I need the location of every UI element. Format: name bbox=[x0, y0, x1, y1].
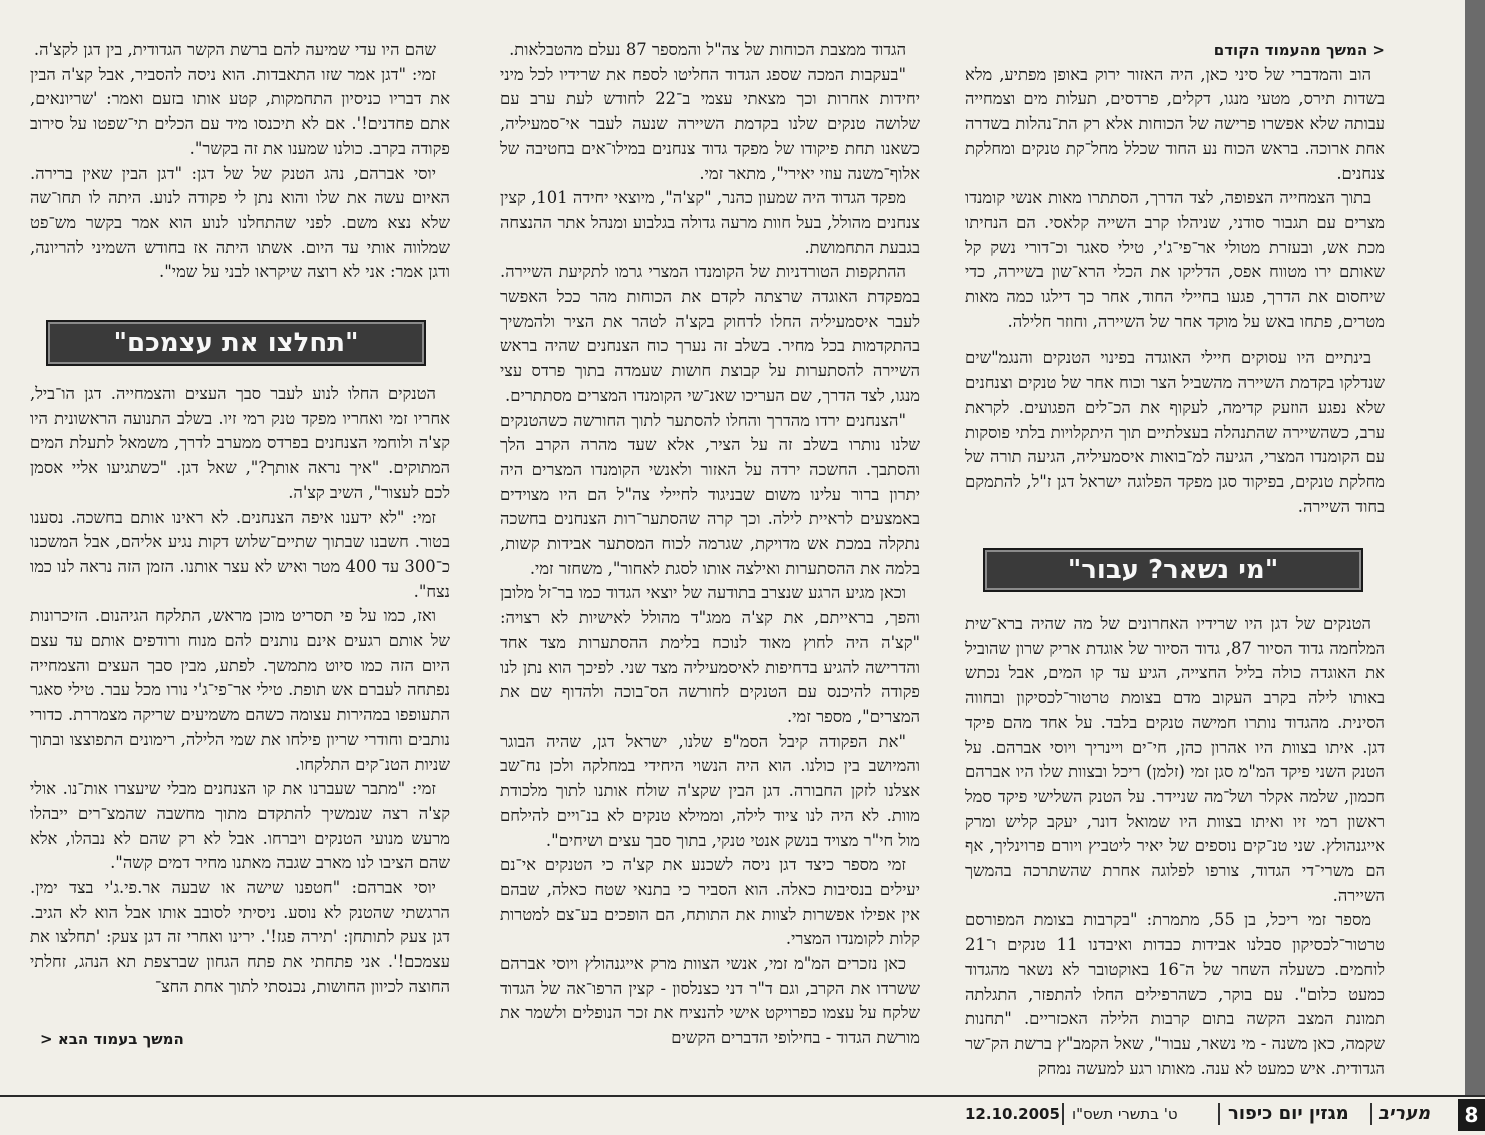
column-right-lower bbox=[965, 612, 1385, 1081]
paragraph: הוב והמדברי של סיני כאן, היה האזור ירוק באופן מפתיע, מלא בשדות תירס, מטעי מנגו, דקלים, פרדסים, תעלות מים וצמחייה עבותה שלא אפשרו פרישה של הכוחות אלא רק הת־נהלות בשדרה אחת ארוכה. בראש הכוח נע החוד שכלל מחל־קת טנקים ומחלקת צנחנים. bbox=[965, 64, 1385, 183]
page-number: 8 bbox=[1458, 1099, 1485, 1131]
paragraph: "בעקבות המכה שספג הגדוד החליטו לספח את שרידיו לכל מיני יחידות אחרות וכך מצאתי עצמי ב־22 לחודש לעת ערב עם שלושה טנקים שלנו בקדמת השיירה שנעה לעבר אי־סמעיליה, כשאנו תחת פיקודו של מפקד גדוד צנחנים במילו־אים בחטיבה של אלוף־משנה עוזי יאירי", מתאר זמי. bbox=[500, 64, 921, 183]
column-left bbox=[30, 38, 450, 285]
paragraph: יוסי אברהם: "חטפנו שישה או שבעה אר.פי.ג'י בצד ימין. הרגשתי שהטנק לא נוסע. ניסיתי לסובב אותו אבל הוא לא הגיב. דגן צעק לתותחן: 'תירה פגז!'. ירינו ואחרי זה דגן צעק: 'תחלצו את עצמכם!'. אני פתחתי את פתח הגחון שברצפת תא הנהג, זחלתי החוצה לכיוון החושות, נכנסתי לתוך אחת החצ־ bbox=[30, 878, 450, 996]
paragraph: הגדוד ממצבת הכוחות של צה"ל והמספר 87 נעלם מהטבלאות. bbox=[509, 40, 906, 59]
paragraph: "את הפקודה קיבל הסמ"פ שלנו, ישראל דגן, שהיה הבוגר והמיושב בין כולנו. הוא היה הנשוי היחידי במחלקה ולכן נח־שב אצלנו לזקן החבורה. דגן הבין שקצ'ה שולח אותנו לתוך מלכודת מוות. לא היה לנו ציוד לילה, וממילא טנקים לא בנ־ויים להילחם מול חי"ר מצויד בנשק אנטי טנקי, בתוך סבך עצים ושיחים". bbox=[500, 731, 920, 850]
hebrew-date: ט' בתשרי תשס"ו bbox=[1072, 1105, 1178, 1123]
paragraph: כאן נזכרים המ"מ זמי, אנשי הצוות מרק אייגנהולץ ויוסי אברהם ששרדו את הקרב, וגם ד"ר דני כצנלסון - קצין הרפו־אה של הגדוד שלקח על עצמו כפרויקט אישי להנציח את זכר הנופלים ולשמר את מורשת הגדוד - בחילופי הדברים הקשים bbox=[500, 954, 920, 1048]
paragraph: שהם היו עדי שמיעה להם ברשת הקשר הגדודית, בין דגן לקצ'ה. bbox=[33, 40, 436, 59]
column-middle bbox=[500, 38, 920, 1051]
page-footer bbox=[0, 1097, 1485, 1135]
paragraph: ההתקפות הטורדניות של הקומנדו המצרי גרמו לתקיעת השיירה. במפקדת האוגדה שרצתה לקדם את הכוחות מהר ככל האפשר לעבר איסמעיליה החלו לדחוק בקצ'ה לטהר את הציר ולהמשיך בהתקדמות בכל מחיר. בשלב זה נערך כוח הצנחנים שהיה בראש השיירה להסתערות על קבוצת חושות שעמדה בתוך פרדס עצי מנגו, לצד הדרך, שם העריכו שאנ־שי הקומנדו המצרים מסתתרים. bbox=[500, 262, 920, 405]
paragraph: זמי: "לא ידענו איפה הצנחנים. לא ראינו אותם בחשכה. נסענו בטור. חשבנו שבתוך שתיים־שלוש דקות נגיע אליהם, אבל המשכנו כ־300 עד 400 מטר ואיש לא עצר אותנו. הזמן הזה נראה לנו כמו נצח". bbox=[30, 507, 450, 601]
continued-from-label: < המשך מהעמוד הקודם bbox=[1213, 41, 1385, 59]
chevron-left-icon: < bbox=[1372, 41, 1385, 59]
footer-separator bbox=[1062, 1103, 1064, 1125]
magazine-title: מגזין יום כיפור bbox=[1228, 1103, 1349, 1124]
subhead-extract-yourselves: "תחלצו את עצמכם" bbox=[48, 322, 424, 364]
paragraph: "הצנחנים ירדו מהדרך והחלו להסתער לתוך החורשה כשהטנקים שלנו נותרו בשלב זה על הציר, אלא שעד מהרה הקרב הלך והסתבך. החשכה ירדה על האזור ולאנשי הקומנדו המצרים היה יתרון ברור עלינו משום שבניגוד לחיילי צה"ל הם היו מצוידים באמצעים לראיית לילה. וכך קרה שהסתער־רות הצנחנים בחשכה נתקלה במכת אש מדויקת, שגרמה לכוח המסתער אבידות קשות, בלמה את ההסתערות ואילצה אותו לסגת לאחור", משחזר זמי. bbox=[500, 410, 920, 578]
paragraph: מפקד הגדוד היה שמעון כהנר, "קצ'ה", מיוצאי יחידה 101, קצין צנחנים מהולל, בעל חוות מרעה גדולה בגלבוע ומנהל אתר ההנצחה בגבעת התחמושת. bbox=[500, 188, 920, 257]
paragraph: וכאן מגיע הרגע שנצרב בתודעה של יוצאי הגדוד כמו בר־זל מלובן והפך, בראייתם, את קצ'ה ממג"ד מהולל לאישיות לא רצויה: "קצ'ה היה לחוץ מאוד לנוכח בלימת ההסתערות מצד אחד והדרישה להגיע בדחיפות לאיסמעיליה מצד שני. לפיכך הוא נתן לנו פקודה להיכנס עם הטנקים לחורשה הס־בוכה ולהדוף שם את המצרים", מספר זמי. bbox=[500, 583, 920, 726]
continued-next-label: המשך בעמוד הבא < bbox=[40, 1030, 184, 1048]
footer-separator bbox=[1370, 1103, 1372, 1125]
brand-logo: מעריב bbox=[1378, 1103, 1431, 1124]
column-right bbox=[965, 38, 1385, 519]
paragraph: הטנקים של דגן היו שרידיו האחרונים של מה שהיה ברא־שית המלחמה גדוד הסיור 87, גדוד הסיור של אוגדת אריק שרון שהוביל את האוגדה כולה בליל החצייה, הגיע עד קו המים, אבל נכתש באותו לילה בקרב העקוב מדם בצומת טרטור־לכסיקון ובחווה הסינית. מהגדוד נותרו חמישה טנקים בלבד. על אחד מהם פיקד דגן. איתו בצוות היו אהרון כהן, חי־ים ויינריך ויוסי אברהם. על הטנק השני פיקד המ"מ סגן זמי (זלמן) ריכל ובצוות שלו היו אברהם חכמון, שלמה אקלר ושל־מה שניידר. על הטנק השלישי פיקד סמל ראשון רמי זיו ואיתו בצוות היו שמואל דונר, יעקב קליש ומרק אייגנהולץ. שני טנ־קים נוספים של יאיר ליטביץ ויורם פרוינליך, אף הם משרי־די הגדוד, צורפו לפלוגה אחרת שהשתרכה בהמשך השיירה. bbox=[965, 614, 1385, 905]
issue-date: 12.10.2005 bbox=[965, 1105, 1060, 1123]
paragraph: הטנקים החלו לנוע לעבר סבך העצים והצמחייה. דגן הו־ביל, אחריו זמי ואחריו מפקד טנק רמי זיו. בשלב התנועה הראשונית היו קצ'ה ולוחמי הצנחנים בפרדס ממערב לדרך, משמאל לתעלת המים המתוקים. "איך נראה אותך?", שאל דגן. "כשתגיעו אליי אסמן לכם לעצור", השיב קצ'ה. bbox=[30, 384, 450, 502]
paragraph: יוסי אברהם, נהג הטנק של של דגן: "דגן הבין שאין ברירה. האיום עשה את שלו והוא נתן לי פקודה לנוע. היתה לו תחו־שה שלא נצא משם. לפני שהתחלנו לנוע הוא אמר בקשר מש־פט שמלווה אותי עד היום. אשתו היתה אז בחודש השמיני להריונה, ודגן אמר: אני לא רוצה שיקראו לבני על שמי". bbox=[30, 163, 450, 282]
paragraph: זמי: "מתבר שעברנו את קו הצנחנים מבלי שיעצרו אות־נו. אולי קצ'ה רצה שנמשיך להתקדם מתוך מחשבה שהמצ־רים ייבהלו מרעש מנועי הטנקים ויברחו. אבל לא רק שהם לא נבהלו, אלא שהם הציבו לנו מארב שגבה מאתנו מחיר דמים קשה". bbox=[30, 779, 450, 873]
paragraph: מספר זמי ריכל, בן 55, מתמרת: "בקרבות בצומת המפורסם טרטור־לכסיקון סבלנו אבידות כבדות ואיבדנו 11 טנקים ו־21 לוחמים. כשעלה השחר של ה־16 באוקטובר לא נשאר מהגדוד כמעט כלום". עם בוקר, כשהרפילים החלו להתפזר, התגלתה תמונת המצב הקשה בתום קרבות הלילה האכזריים. "תחנות שקמה, כאן משנה - מי נשאר, עבור", שאל הקמב"ץ ברשת הק־שר הגדודית. איש כמעט לא ענה. מאותו רגע למעשה נמחק bbox=[965, 910, 1385, 1078]
paragraph: ואז, כמו על פי תסריט מוכן מראש, התלקח הגיהנום. הזיכרונות של אותם רגעים אינם נותנים להם מנוח ורודפים אותם עד עצם היום הזה כמו סיוט מתמשך. לפתע, מבין סבך העצים והצמחייה נפתחה לעברם אש תופת. טילי אר־פי־ג'י נורו מכל עבר. טילי סאגר התעופפו במהירות עצומה כשהם משמיעים שריקה מצמררת. כדורי נותבים וחודרי שריון פילחו את שמי הלילה, רימונים התפוצצו ובתוך שניות הטנ־קים התלקחו. bbox=[30, 606, 450, 774]
paragraph: בתוך הצמחייה הצפופה, לצד הדרך, הסתתרו מאות אנשי קומנדו מצרים עם תגבור סודני, שניהלו קרב השייה קלאסי. הם הנחיתו מכת אש, ובעזרת מטולי אר־פי־ג'י, טילי סאגר וכ־דורי נשק קל שאותם ירו מטווח אפס, הדליקו את הכלי הרא־שון בשיירה, כדי שיחסום את הדרך, פגעו בחיילי החוד, אחר כך דילגו כמה מאות מטרים, פתחו באש על מוקד אחר של השיירה, וחוזר חלילה. bbox=[965, 188, 1385, 331]
paragraph: זמי מספר כיצד דגן ניסה לשכנע את קצ'ה כי הטנקים אי־נם יעילים בנסיבות כאלה. הוא הסביר כי בתנאי שטח כאלה, שבהם אין אפילו אפשרות לצוות את התותח, הם הופכים בע־צם למטרות קלות לקומנדו המצרי. bbox=[500, 855, 920, 949]
paragraph: זמי: "דגן אמר שזו התאבדות. הוא ניסה להסביר, אבל קצ'ה הבין את דבריו כניסיון התחמקות, קטע אותו בזעם ואמר: 'שריונאים, אתם פחדנים!'. אם לא תיכנסו מיד עם הכלים תי־שפטו על סירוב פקודה בקרב. כולנו שמענו את זה בקשר". bbox=[30, 64, 450, 158]
footer-separator bbox=[1218, 1103, 1220, 1125]
page-edge-bar bbox=[1465, 0, 1485, 1095]
subhead-who-remains: "מי נשאר? עבור" bbox=[985, 550, 1361, 590]
chevron-left-icon: < bbox=[40, 1030, 53, 1048]
column-left-lower bbox=[30, 382, 450, 1000]
paragraph: בינתיים היו עסוקים חיילי האוגדה בפינוי הטנקים והנגמ"שים שנדלקו בקדמת השיירה מהשביל הצר וכוח אחר של טנקים וצנחנים שלא נפגע הוזעק קדימה, לעקוף את הכ־לים הפגועים. לקראת ערב, כשהשיירה שהתנהלה בעצלתיים תוך היתקלויות בלתי פוסקות עם הקומנדו המצרי, הגיעה למ־בואות איסמעיליה, הגיעה תורה של מחלקת טנקים, בפיקוד סגן מפקד הפלוגה ישראל דגן ז"ל, להתמקם בחוד השיירה. bbox=[965, 348, 1385, 516]
